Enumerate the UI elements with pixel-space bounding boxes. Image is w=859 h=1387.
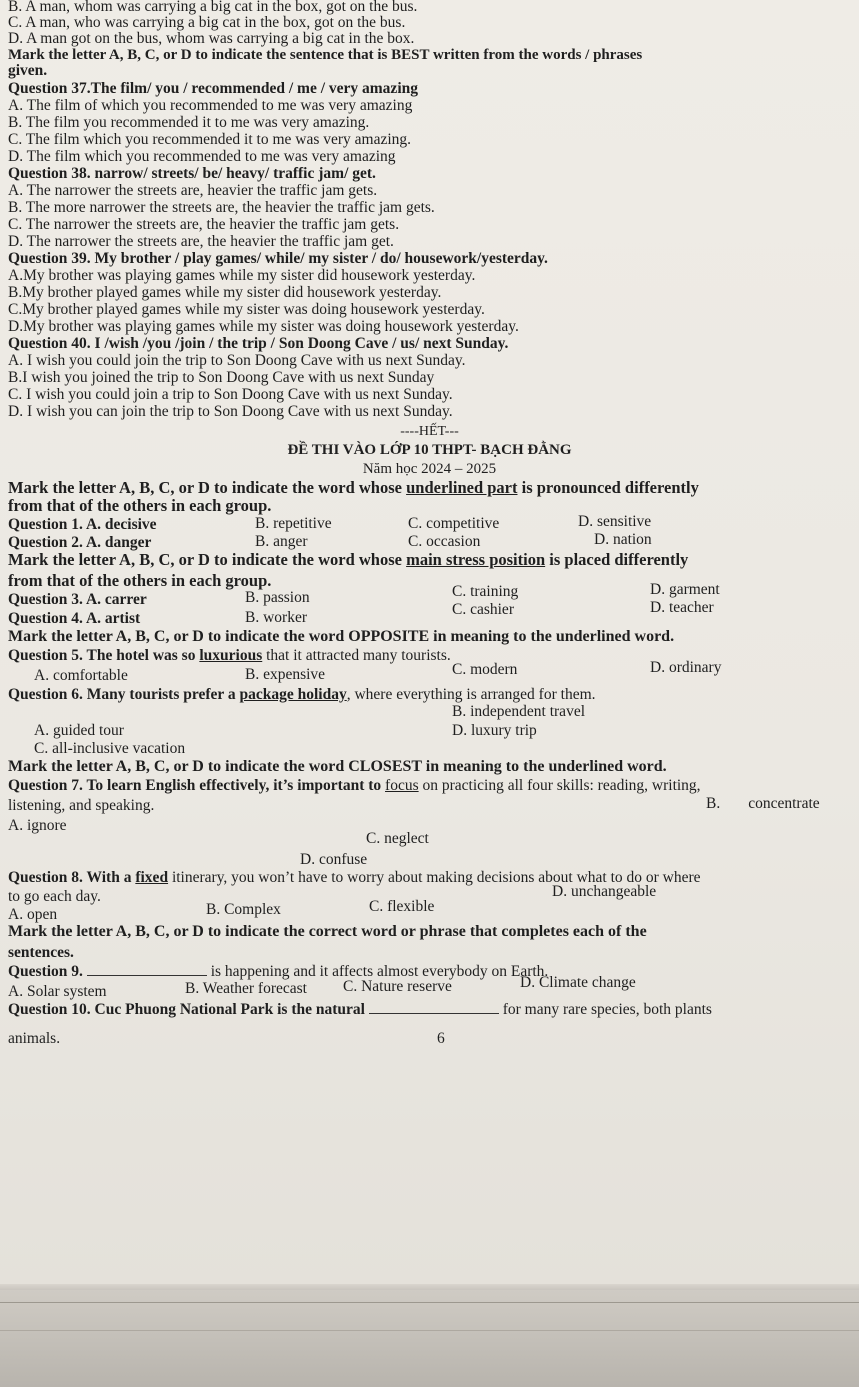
q5-stem-a: Question 5. The hotel was so [8,647,200,664]
q39-option-c: C.My brother played games while my sister was doing housework yesterday. [8,301,485,318]
q7-option-b [706,795,820,813]
q3-option-d: D. garment [650,581,720,598]
paper-edge-line [0,1330,859,1331]
q3-option-b: B. passion [245,589,310,606]
q6-option-c: C. all-inclusive vacation [34,740,186,757]
q5-option-d: D. ordinary [650,659,722,676]
q37-option-d: D. The film which you recommended to me was very amazing [8,148,396,165]
q7-stem-a: Question 7. To learn English effectively, it’s important to [8,777,386,794]
q8-underlined-word: fixed [135,869,169,886]
section-stress-instruction-cont: from that of the others in each group. [8,571,272,590]
q6-stem-a: Question 6. Many tourists prefer a [8,686,240,703]
prev-option-d: D. A man got on the bus, whom was carrying a big cat in the box. [8,30,415,47]
section-pronunciation-instruction-cont: from that of the others in each group. [8,496,272,515]
q37-option-a: A. The film of which you recommended to me was very amazing [8,97,413,114]
q10-stem-cont: animals. [8,1030,61,1047]
q1-label: Question 1. A. decisive [8,516,157,533]
paper-edge-line [0,1302,859,1303]
q5-stem [8,647,451,665]
q7-option-a: A. ignore [8,817,67,834]
q39-option-a: A.My brother was playing games while my sister did housework yesterday. [8,267,476,284]
q4-option-b: B. worker [245,609,307,626]
instruction-sentence-building: Mark the letter A, B, C, or D to indicate the sentence that is BEST written from the words / phrases [8,47,643,63]
q2-option-b: B. anger [255,533,308,550]
q38-option-c: C. The narrower the streets are, the heavier the traffic jam gets. [8,216,400,233]
section-stress-instruction [8,551,688,569]
q6-underlined-word: package holiday [239,686,347,703]
q8-option-b: B. Complex [206,901,281,918]
q10-blank [369,1001,499,1014]
q4-option-d: D. teacher [650,599,714,616]
q37-stem: Question 37.The film/ you / recommended / me / very amazing [8,80,418,97]
q8-stem-b: itinerary, you won’t have to worry about making decisions about what to do or where [168,869,701,886]
q8-stem-a: Question 8. With a [8,869,136,886]
section-completion-instruction: Mark the letter A, B, C, or D to indicate the correct word or phrase that completes each of the [8,923,647,940]
q7-option-c: C. neglect [366,830,429,847]
q38-option-d: D. The narrower the streets are, the heavier the traffic jam get. [8,233,394,250]
q4-label: Question 4. A. artist [8,610,141,627]
q6-stem [8,686,596,704]
q1-option-c: C. competitive [408,515,500,532]
q6-option-a: A. guided tour [34,722,124,739]
prev-option-b: B. A man, whom was carrying a big cat in the box, got on the bus. [8,0,418,15]
q7-stem-b: on practicing all four skills: reading, writing, [418,777,701,794]
q10-stem-a: Question 10. Cuc Phuong National Park is the natural [8,1001,369,1018]
q8-option-d: D. unchangeable [552,883,657,900]
q1-option-d: D. sensitive [578,513,652,530]
q9-stem-rest: is happening and it affects almost everybody on Earth. [206,963,549,980]
q9-option-d: D. Climate change [520,974,636,991]
q5-option-c: C. modern [452,661,518,678]
q2-option-c: C. occasion [408,533,481,550]
q40-option-b: B.I wish you joined the trip to Son Doong Cave with us next Sunday [8,369,435,386]
q5-option-b: B. expensive [245,666,326,683]
q40-stem: Question 40. I /wish /you /join / the trip / Son Doong Cave / us/ next Sunday. [8,335,509,352]
q38-option-b: B. The more narrower the streets are, the heavier the traffic jam gets. [8,199,435,216]
q9-option-a: A. Solar system [8,983,107,1000]
q3-option-c: C. training [452,583,519,600]
q1-option-b: B. repetitive [255,515,332,532]
q7-option-b-letter: B. [706,795,721,812]
q6-option-d: D. luxury trip [452,722,537,739]
q39-option-d: D.My brother was playing games while my sister was doing housework yesterday. [8,318,519,335]
q39-option-b: B.My brother played games while my sister did housework yesterday. [8,284,442,301]
q37-option-c: C. The film which you recommended it to me was very amazing. [8,131,412,148]
q5-option-a: A. comfortable [34,667,128,684]
instruction-sentence-building-cont: given. [8,62,48,79]
q2-option-d: D. nation [594,531,652,548]
section-pronunciation-text-a: Mark the letter A, B, C, or D to indicate the word whose [8,478,407,497]
q8-option-c: C. flexible [369,898,435,915]
section-closest-instruction: Mark the letter A, B, C, or D to indicate the word CLOSEST in meaning to the underlined word. [8,758,667,775]
q3-label: Question 3. A. carrer [8,591,147,608]
section-stress-text-a: Mark the letter A, B, C, or D to indicate the word whose [8,550,407,569]
section-completion-instruction-cont: sentences. [8,944,74,961]
q9-label: Question 9. [8,963,83,980]
q37-option-b: B. The film you recommended it to me was very amazing. [8,114,370,131]
paper-underlay [0,1290,859,1387]
q7-option-d: D. confuse [300,851,368,868]
section-pronunciation-underlined: underlined part [406,478,518,497]
end-mark: ----HẾT--- [400,424,459,439]
q9-option-b: B. Weather forecast [185,980,307,997]
q7-underlined-word: focus [385,777,419,794]
q5-stem-b: that it attracted many tourists. [262,647,451,664]
q5-underlined-word: luxurious [199,647,263,664]
exam-title: ĐỀ THI VÀO LỚP 10 THPT- BẠCH ĐẰNG [287,442,572,458]
q2-label: Question 2. A. danger [8,534,152,551]
q9-option-c: C. Nature reserve [343,978,452,995]
q10-stem-b: for many rare species, both plants [498,1001,712,1018]
q10-stem [8,1001,712,1019]
q9-stem [8,963,548,981]
section-stress-underlined: main stress position [406,550,546,569]
section-pronunciation-instruction [8,479,699,497]
section-stress-text-b: is placed differently [545,550,689,569]
q40-option-d: D. I wish you can join the trip to Son Doong Cave with us next Sunday. [8,403,453,420]
q6-option-b: B. independent travel [452,703,585,720]
q38-stem: Question 38. narrow/ streets/ be/ heavy/ traffic jam/ get. [8,165,376,182]
section-opposite-instruction: Mark the letter A, B, C, or D to indicate the word OPPOSITE in meaning to the underlined word. [8,628,675,645]
q7-option-b-word: concentrate [748,795,820,812]
q7-stem [8,777,701,795]
q40-option-a: A. I wish you could join the trip to Son Doong Cave with us next Sunday. [8,352,466,369]
section-pronunciation-text-b: is pronounced differently [517,478,699,497]
q7-stem-cont: listening, and speaking. [8,797,155,814]
q8-stem-cont: to go each day. [8,888,101,905]
page-number: 6 [437,1030,445,1047]
q4-option-c: C. cashier [452,601,514,618]
q9-blank [87,963,207,976]
q40-option-c: C. I wish you could join a trip to Son Doong Cave with us next Sunday. [8,386,453,403]
q38-option-a: A. The narrower the streets are, heavier the traffic jam gets. [8,182,378,199]
prev-option-c: C. A man, who was carrying a big cat in the box, got on the bus. [8,14,406,31]
exam-year: Năm học 2024 – 2025 [362,461,497,477]
q39-stem: Question 39. My brother / play games/ while/ my sister / do/ housework/yesterday. [8,250,548,267]
q8-option-a: A. open [8,906,58,923]
q6-stem-b: , where everything is arranged for them. [346,686,596,703]
